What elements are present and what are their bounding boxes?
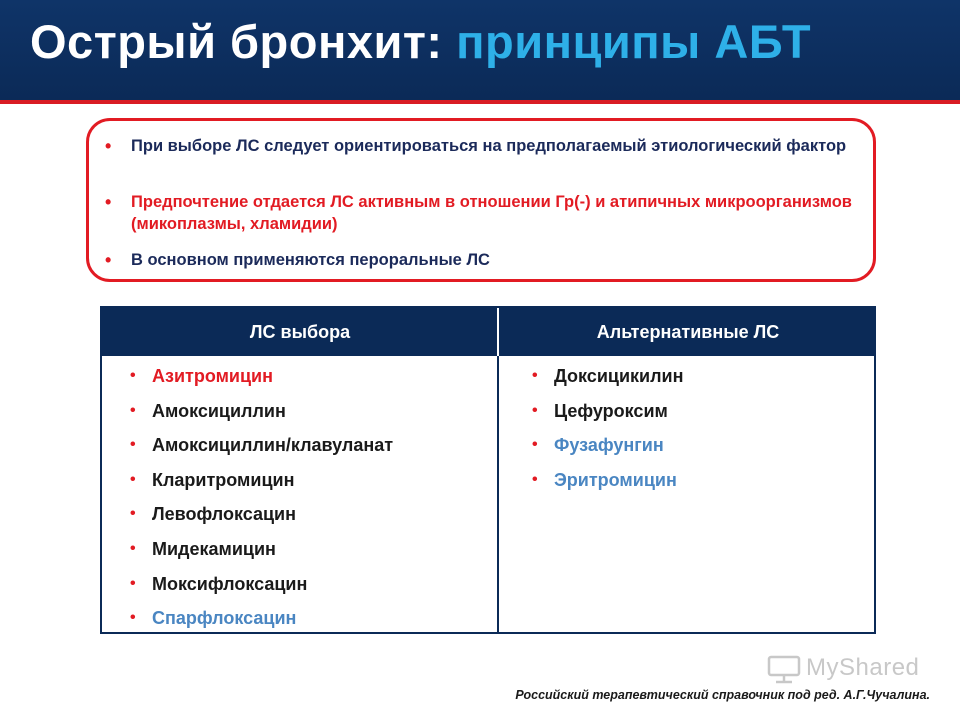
- bullet-icon: •: [105, 192, 112, 212]
- list-item: [116, 606, 486, 641]
- list-item: [116, 572, 486, 607]
- list-item: [518, 433, 858, 468]
- principle-item: [105, 191, 861, 235]
- drug-name: Фузафунгин: [554, 435, 664, 456]
- alternative-drugs-list: [518, 364, 858, 502]
- drug-name: Амоксициллин: [152, 400, 286, 421]
- bullet-icon: •: [532, 470, 538, 488]
- drug-name: Цефуроксим: [554, 400, 668, 421]
- column-divider: [497, 308, 499, 632]
- column-header-alternative: Альтернативные ЛС: [596, 322, 780, 342]
- principle-text: В основном применяются пероральные ЛС: [131, 251, 490, 269]
- bullet-icon: •: [532, 436, 538, 454]
- principles-box: [86, 118, 876, 282]
- drug-table: [100, 306, 876, 634]
- drug-name: Левофлоксацин: [152, 504, 296, 525]
- list-item: [518, 468, 858, 503]
- watermark-text: MyShared: [806, 654, 920, 681]
- list-item: [116, 364, 486, 399]
- list-item: [116, 468, 486, 503]
- list-item: [116, 537, 486, 572]
- principle-text: При выборе ЛС следует ориентироваться на предполагаемый этиологический фактор: [131, 137, 847, 155]
- table-header-row: [102, 308, 874, 356]
- drug-name: Кларитромицин: [152, 469, 295, 490]
- drug-name: Моксифлоксацин: [152, 573, 308, 594]
- bullet-icon: •: [130, 401, 136, 419]
- list-item: [116, 433, 486, 468]
- bullet-icon: •: [105, 136, 112, 156]
- list-item: [116, 399, 486, 434]
- principle-text: Предпочтение отдается ЛС активным в отношении Гр(-) и атипичных микроорганизмов (микоплазмы, хламидии): [131, 193, 852, 233]
- drug-name: Спарфлоксацин: [152, 608, 297, 629]
- page-title: [30, 14, 811, 69]
- header-divider: [0, 100, 960, 104]
- drug-name: Эритромицин: [554, 469, 677, 490]
- title-banner: [0, 0, 960, 100]
- column-header-choice: ЛС выбора: [249, 322, 351, 342]
- bullet-icon: •: [130, 367, 136, 384]
- watermark: [766, 654, 926, 686]
- list-item: [518, 364, 858, 399]
- bullet-icon: •: [130, 539, 136, 557]
- title-accent: принципы АБТ: [456, 15, 812, 68]
- drug-name: Амоксициллин/клавуланат: [152, 435, 394, 456]
- presentation-icon: [766, 654, 802, 684]
- list-item: [116, 502, 486, 537]
- bullet-icon: •: [532, 401, 538, 419]
- bullet-icon: •: [130, 609, 136, 627]
- title-main: Острый бронхит:: [30, 15, 457, 68]
- drug-name: Азитромицин: [152, 366, 273, 386]
- source-reference: Российский терапевтический справочник под ред. А.Г.Чучалина.: [515, 688, 930, 702]
- principle-item: [105, 249, 861, 271]
- bullet-icon: •: [130, 574, 136, 592]
- drugs-of-choice-list: [116, 364, 486, 641]
- bullet-icon: •: [130, 470, 136, 488]
- bullet-icon: •: [130, 436, 136, 454]
- bullet-icon: •: [130, 505, 136, 523]
- principle-item: [105, 135, 861, 157]
- drug-name: Доксицикилин: [554, 366, 684, 386]
- bullet-icon: •: [105, 250, 112, 270]
- drug-name: Мидекамицин: [152, 538, 276, 559]
- list-item: [518, 399, 858, 434]
- bullet-icon: •: [532, 367, 538, 384]
